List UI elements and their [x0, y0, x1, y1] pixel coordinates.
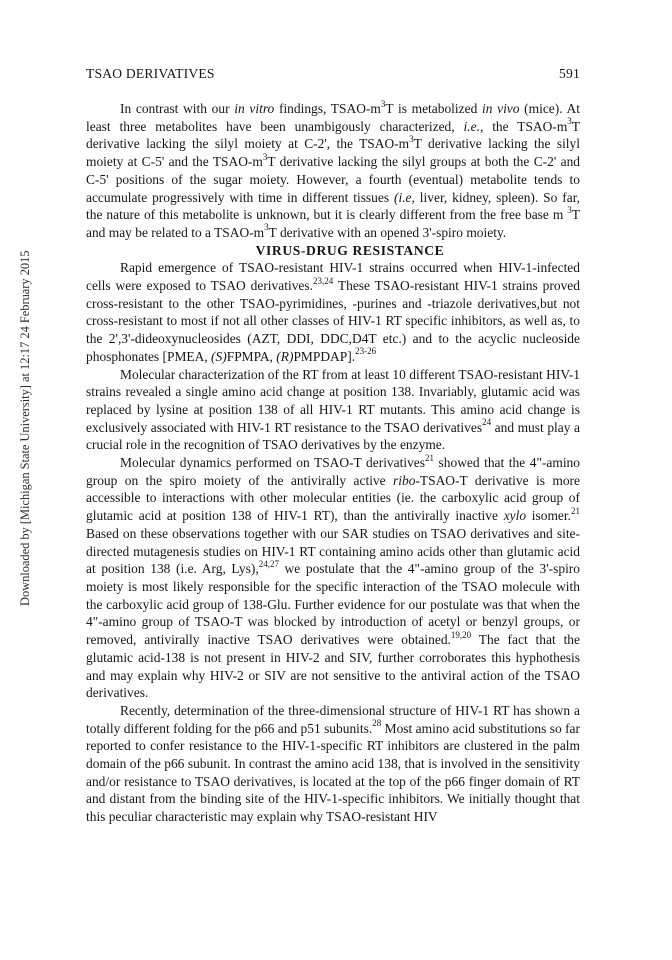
running-head: TSAO DERIVATIVES [86, 66, 215, 81]
paragraph-resistance-emergence: Rapid emergence of TSAO-resistant HIV-1 strains occurred when HIV-1-infected cells were exposed to TSAO derivatives.$^{23,24}$ These TSAO-resistant HIV-1 strains proved cross-resistant to the other TSAO-pyrimidines, -purines and -triazole derivatives,but not cross-resistant to most if not all other classes of HIV-1 RT specific inhibitors, as well as, to the 2',3'-dideoxynucleosides (AZT, DDI, DDC,D4T etc.) and to the acyclic nucleoside phosphonates [PMEA, (S)FPMPA, (R)PMPDAP].$^{23-26}$ [86, 260, 580, 364]
download-watermark: Downloaded by [Michigan State University] at 12:17 24 February 2015 [18, 250, 32, 606]
body-text [86, 100, 580, 826]
paragraph-structure: Recently, determination of the three-dimensional structure of HIV-1 RT has shown a totally different folding for the p66 and p51 subunits.$^{28}$ Most amino acid substitutions so far reported to confer resistance to the HIV-1-specific RT inhibitors are clustered in the palm domain of the p66 subunit. In contrast the amino acid 138, that is involved in the sensitivity and/or resistance to TSAO derivatives, is located at the top of the p66 finger domain of RT and distant from the binding site of the HIV-1-specific inhibitors. We initially thought that this peculiar characteristic may explain why TSAO-resistant HIV [86, 702, 580, 825]
paragraph-molecular-characterization: Molecular characterization of the RT from at least 10 different TSAO-resistant HIV-1 strains revealed a single amino acid change at position 138. Invariably, glutamic acid was replaced by lysine at position 138 of all HIV-1 RT mutants. This amino acid change is exclusively associated with HIV-1 RT resistance to the TSAO derivatives$^{24}$ and must play a crucial role in the recognition of TSAO derivatives by the enzyme. [86, 366, 580, 453]
section-heading: VIRUS-DRUG RESISTANCE [255, 242, 445, 258]
paragraph-molecular-dynamics: Molecular dynamics performed on TSAO-T derivatives$^{21}$ showed that the 4"-amino group on the spiro moiety of the antivirally active ribo-TSAO-T derivative is more accessible to interactions with other molecular entities (ie. the carboxylic acid group of glutamic acid at position 138 of HIV-1 RT), than the antivirally inactive xylo isomer.$^{21}$ Based on these observations together with our SAR studies on TSAO derivatives and site-directed mutagenesis studies on HIV-1 RT containing amino acids other than glutamic acid at position 138 (i.e. Arg, Lys),$^{24,27}$ we postulate that the 4"-amino group of the 3'-spiro moiety is most likely responsible for the specific interaction of the TSAO molecule with the carboxylic acid group of 138-Glu. Further evidence for our postulate was that when the 4"-amino group of TSAO-T was blocked by introduction of acetyl or benzyl groups, or removed, antivirally inactive TSAO derivatives were obtained.$^{19,20}$ The fact that the glutamic acid-138 is not present in HIV-2 and SIV, further corroborates this hyphothesis and may explain why HIV-2 or SIV are not sensitive to the antiviral action of the TSAO derivatives. [86, 452, 580, 701]
page-number: 591 [559, 66, 580, 81]
paragraph-metabolism: In contrast with our in vitro findings, TSAO-$m^3T$ is metabolized in vivo (mice). At least three metabolites have been unambigously characterized, i.e., the TSAO-$m^3T$ derivative lacking the silyl moiety at C-2', the TSAO-$m^3T$ derivative lacking the silyl moiety at C-5' and the TSAO-$m^3T$ derivative lacking the silyl groups at both the C-2' and C-5' positions of the sugar moiety. However, a fourth (eventual) metabolite tends to accumulate progressively with time in different tissues (i.e, liver, kidney, spleen). So far, the nature of this metabolite is unknown, but it is clearly different from the free base m $^3$T and may be related to a TSAO-$m^3T$ derivative with an opened 3'-spiro moiety. [86, 98, 581, 240]
